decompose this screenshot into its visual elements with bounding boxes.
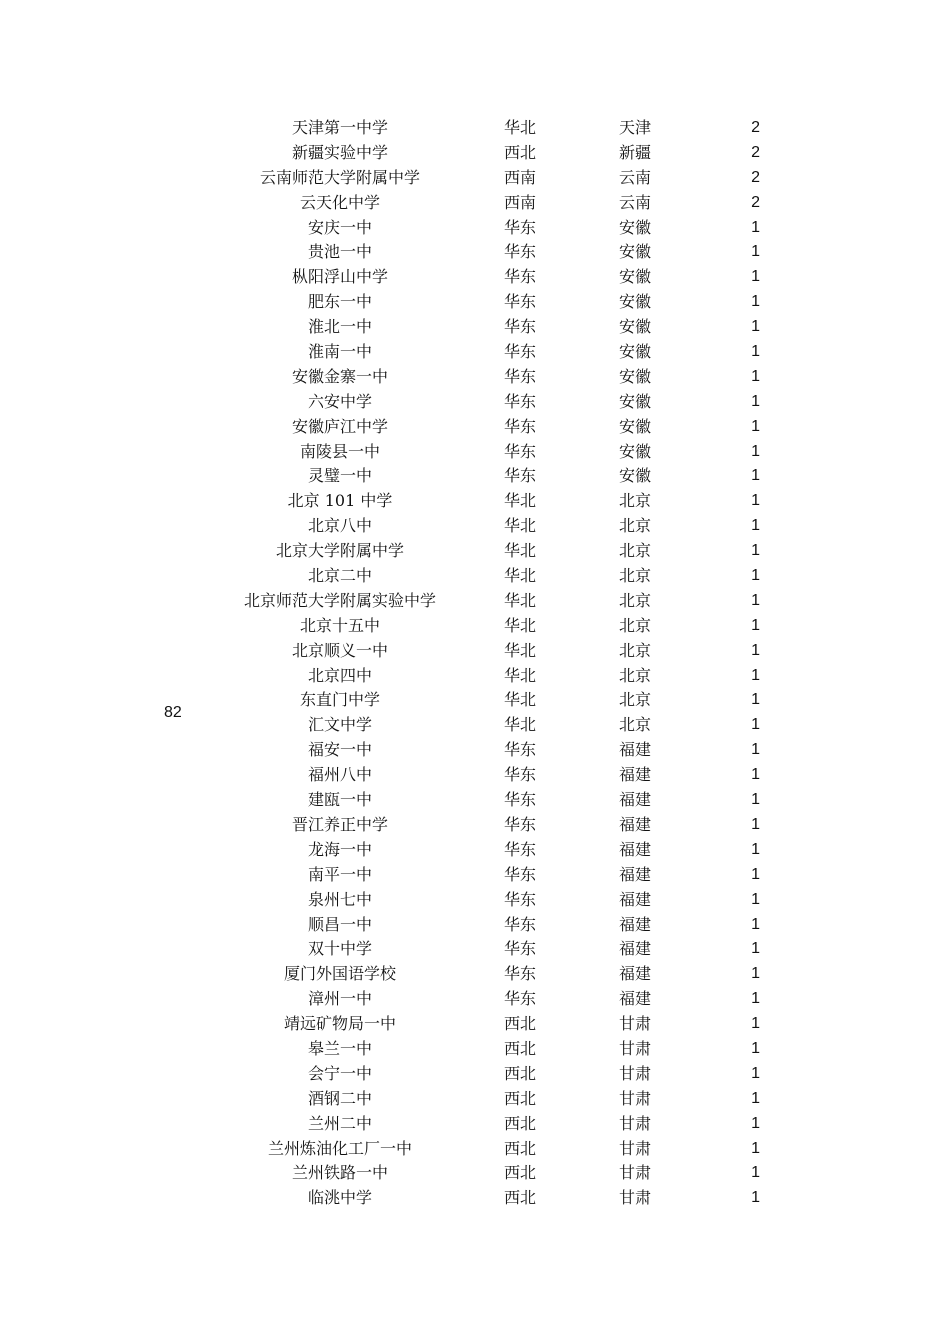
count-cell: 1 (751, 840, 760, 858)
region-cell: 西南 (503, 192, 537, 212)
region-cell: 华东 (503, 740, 537, 760)
count-cell: 1 (751, 890, 760, 908)
count-cell: 1 (751, 691, 760, 709)
count-cell: 1 (751, 641, 760, 659)
province-cell: 福建 (618, 839, 652, 859)
school-name-cell: 安庆一中 (307, 217, 373, 237)
table-row (0, 962, 950, 987)
count-cell: 1 (751, 417, 760, 435)
table-row (0, 440, 950, 465)
province-cell: 安徽 (618, 317, 652, 337)
region-cell: 华东 (503, 989, 537, 1009)
school-name-cell: 枞阳浮山中学 (291, 267, 389, 287)
region-cell: 华东 (503, 292, 537, 312)
school-name-cell: 淮北一中 (307, 317, 373, 337)
table-row (0, 564, 950, 589)
table-row (0, 713, 950, 738)
count-cell: 2 (751, 193, 760, 211)
school-name-cell: 北京顺义一中 (291, 640, 389, 660)
table-row (0, 265, 950, 290)
count-cell: 1 (751, 791, 760, 809)
table-row (0, 1087, 950, 1112)
count-cell: 1 (751, 367, 760, 385)
region-cell: 西北 (503, 1113, 537, 1133)
count-cell: 1 (751, 741, 760, 759)
school-name-cell: 北京四中 (307, 665, 373, 685)
table-row (0, 614, 950, 639)
region-cell: 西北 (503, 1163, 537, 1183)
count-cell: 1 (751, 591, 760, 609)
count-cell: 1 (751, 940, 760, 958)
region-cell: 华北 (503, 715, 537, 735)
province-cell: 甘肃 (618, 1113, 652, 1133)
table-row (0, 191, 950, 216)
table-row (0, 937, 950, 962)
count-cell: 2 (751, 143, 760, 161)
school-name-cell: 福安一中 (307, 740, 373, 760)
province-cell: 安徽 (618, 441, 652, 461)
count-cell: 1 (751, 293, 760, 311)
table-row (0, 415, 950, 440)
province-cell: 北京 (618, 665, 652, 685)
count-cell: 1 (751, 716, 760, 734)
table-row (0, 340, 950, 365)
table-row (0, 539, 950, 564)
count-cell: 1 (751, 990, 760, 1008)
province-cell: 北京 (618, 541, 652, 561)
province-cell: 甘肃 (618, 1088, 652, 1108)
province-cell: 安徽 (618, 342, 652, 362)
province-cell: 北京 (618, 690, 652, 710)
school-name-cell: 北京八中 (307, 516, 373, 536)
table-row (0, 738, 950, 763)
school-name-cell: 北京师范大学附属实验中学 (243, 590, 437, 610)
school-table (0, 116, 950, 1211)
province-cell: 福建 (618, 889, 652, 909)
province-cell: 云南 (618, 192, 652, 212)
school-name-cell: 兰州二中 (307, 1113, 373, 1133)
count-cell: 1 (751, 815, 760, 833)
region-cell: 华东 (503, 839, 537, 859)
region-cell: 华北 (503, 615, 537, 635)
region-cell: 华东 (503, 790, 537, 810)
region-cell: 华东 (503, 342, 537, 362)
region-cell: 华东 (503, 765, 537, 785)
school-name-cell: 皋兰一中 (307, 1038, 373, 1058)
province-cell: 北京 (618, 615, 652, 635)
school-name-cell: 泉州七中 (307, 889, 373, 909)
province-cell: 福建 (618, 790, 652, 810)
count-cell: 1 (751, 616, 760, 634)
count-cell: 1 (751, 442, 760, 460)
school-name-cell: 漳州一中 (307, 989, 373, 1009)
region-cell: 华北 (503, 590, 537, 610)
count-cell: 1 (751, 268, 760, 286)
table-row (0, 1137, 950, 1162)
province-cell: 新疆 (618, 142, 652, 162)
count-cell: 1 (751, 218, 760, 236)
table-row (0, 863, 950, 888)
school-name-cell: 灵璧一中 (307, 466, 373, 486)
region-cell: 华东 (503, 964, 537, 984)
province-cell: 安徽 (618, 366, 652, 386)
school-name-cell: 北京 101 中学 (287, 491, 393, 511)
province-cell: 甘肃 (618, 1014, 652, 1034)
table-row (0, 464, 950, 489)
table-row (0, 763, 950, 788)
school-name-cell: 厦门外国语学校 (283, 964, 397, 984)
table-row (0, 1186, 950, 1211)
region-cell: 华东 (503, 391, 537, 411)
table-row (0, 838, 950, 863)
table-row (0, 390, 950, 415)
region-cell: 华东 (503, 217, 537, 237)
region-cell: 华北 (503, 516, 537, 536)
province-cell: 甘肃 (618, 1063, 652, 1083)
region-cell: 华东 (503, 441, 537, 461)
count-cell: 1 (751, 865, 760, 883)
region-cell: 华东 (503, 889, 537, 909)
table-row (0, 514, 950, 539)
table-row (0, 1112, 950, 1137)
count-cell: 1 (751, 1114, 760, 1132)
province-cell: 甘肃 (618, 1138, 652, 1158)
province-cell: 安徽 (618, 466, 652, 486)
school-name-cell: 南陵县一中 (299, 441, 381, 461)
school-name-cell: 龙海一中 (307, 839, 373, 859)
table-row (0, 1012, 950, 1037)
province-cell: 北京 (618, 491, 652, 511)
count-cell: 1 (751, 517, 760, 535)
province-cell: 云南 (618, 167, 652, 187)
count-cell: 1 (751, 1189, 760, 1207)
page-number: 82 (164, 704, 182, 721)
table-row (0, 116, 950, 141)
school-name-cell: 云天化中学 (299, 192, 381, 212)
table-row (0, 664, 950, 689)
count-cell: 1 (751, 1139, 760, 1157)
school-name-cell: 肥东一中 (307, 292, 373, 312)
region-cell: 华东 (503, 317, 537, 337)
count-cell: 1 (751, 666, 760, 684)
region-cell: 西北 (503, 1038, 537, 1058)
region-cell: 西南 (503, 167, 537, 187)
region-cell: 华东 (503, 914, 537, 934)
count-cell: 1 (751, 1164, 760, 1182)
count-cell: 1 (751, 766, 760, 784)
table-row (0, 290, 950, 315)
school-name-cell: 北京二中 (307, 566, 373, 586)
region-cell: 西北 (503, 1014, 537, 1034)
school-name-cell: 酒钢二中 (307, 1088, 373, 1108)
school-name-cell: 天津第一中学 (291, 118, 389, 137)
region-cell: 华东 (503, 814, 537, 834)
school-name-cell: 安徽金寨一中 (291, 366, 389, 386)
region-cell: 西北 (503, 1138, 537, 1158)
school-name-cell: 福州八中 (307, 765, 373, 785)
count-cell: 1 (751, 243, 760, 261)
province-cell: 天津 (618, 118, 652, 137)
table-row (0, 489, 950, 514)
count-cell: 1 (751, 1015, 760, 1033)
region-cell: 华北 (503, 541, 537, 561)
province-cell: 安徽 (618, 267, 652, 287)
province-cell: 福建 (618, 740, 652, 760)
province-cell: 安徽 (618, 217, 652, 237)
school-name-cell: 靖远矿物局一中 (283, 1014, 397, 1034)
table-row (0, 688, 950, 713)
region-cell: 华北 (503, 690, 537, 710)
count-cell: 1 (751, 1089, 760, 1107)
table-row (0, 315, 950, 340)
province-cell: 福建 (618, 765, 652, 785)
count-cell: 1 (751, 1039, 760, 1057)
table-row (0, 141, 950, 166)
count-cell: 1 (751, 343, 760, 361)
school-name-cell: 汇文中学 (307, 715, 373, 735)
region-cell: 西北 (503, 1063, 537, 1083)
count-cell: 1 (751, 492, 760, 510)
region-cell: 华北 (503, 491, 537, 511)
table-row (0, 216, 950, 241)
school-name-cell: 北京大学附属中学 (275, 541, 405, 561)
region-cell: 华东 (503, 416, 537, 436)
region-cell: 华东 (503, 466, 537, 486)
count-cell: 1 (751, 392, 760, 410)
school-name-cell: 贵池一中 (307, 242, 373, 262)
province-cell: 福建 (618, 914, 652, 934)
region-cell: 华东 (503, 242, 537, 262)
province-cell: 北京 (618, 516, 652, 536)
count-cell: 1 (751, 318, 760, 336)
province-cell: 北京 (618, 715, 652, 735)
table-row (0, 913, 950, 938)
region-cell: 西北 (503, 1088, 537, 1108)
count-cell: 1 (751, 1064, 760, 1082)
province-cell: 甘肃 (618, 1163, 652, 1183)
province-cell: 福建 (618, 939, 652, 959)
province-cell: 安徽 (618, 242, 652, 262)
province-cell: 北京 (618, 590, 652, 610)
school-name-cell: 顺昌一中 (307, 914, 373, 934)
count-cell: 1 (751, 915, 760, 933)
province-cell: 安徽 (618, 292, 652, 312)
table-row (0, 987, 950, 1012)
school-name-cell: 兰州炼油化工厂一中 (267, 1138, 413, 1158)
school-name-cell: 建瓯一中 (307, 790, 373, 810)
region-cell: 华北 (503, 118, 537, 137)
table-row (0, 1062, 950, 1087)
region-cell: 华东 (503, 939, 537, 959)
table-row (0, 1037, 950, 1062)
count-cell: 1 (751, 567, 760, 585)
school-name-cell: 双十中学 (307, 939, 373, 959)
school-name-cell: 会宁一中 (307, 1063, 373, 1083)
school-name-cell: 六安中学 (307, 391, 373, 411)
province-cell: 福建 (618, 964, 652, 984)
school-name-cell: 淮南一中 (307, 342, 373, 362)
table-row (0, 589, 950, 614)
school-name-cell: 安徽庐江中学 (291, 416, 389, 436)
school-name-cell: 晋江养正中学 (291, 814, 389, 834)
count-cell: 1 (751, 965, 760, 983)
table-row (0, 240, 950, 265)
region-cell: 华东 (503, 267, 537, 287)
count-cell: 1 (751, 542, 760, 560)
province-cell: 安徽 (618, 391, 652, 411)
region-cell: 西北 (503, 142, 537, 162)
province-cell: 北京 (618, 640, 652, 660)
table-row (0, 788, 950, 813)
region-cell: 华东 (503, 366, 537, 386)
table-row (0, 166, 950, 191)
province-cell: 甘肃 (618, 1188, 652, 1208)
table-row (0, 1161, 950, 1186)
school-name-cell: 南平一中 (307, 864, 373, 884)
region-cell: 华北 (503, 640, 537, 660)
region-cell: 华北 (503, 665, 537, 685)
province-cell: 福建 (618, 989, 652, 1009)
region-cell: 华北 (503, 566, 537, 586)
region-cell: 华东 (503, 864, 537, 884)
province-cell: 安徽 (618, 416, 652, 436)
table-row (0, 639, 950, 664)
school-name-cell: 北京十五中 (299, 615, 381, 635)
count-cell: 2 (751, 119, 760, 136)
count-cell: 2 (751, 168, 760, 186)
school-name-cell: 临洮中学 (307, 1188, 373, 1208)
school-name-cell: 云南师范大学附属中学 (259, 167, 421, 187)
school-name-cell: 新疆实验中学 (291, 142, 389, 162)
count-cell: 1 (751, 467, 760, 485)
province-cell: 福建 (618, 814, 652, 834)
school-name-cell: 兰州铁路一中 (291, 1163, 389, 1183)
table-row (0, 365, 950, 390)
province-cell: 北京 (618, 566, 652, 586)
province-cell: 甘肃 (618, 1038, 652, 1058)
table-row (0, 813, 950, 838)
school-name-cell: 东直门中学 (299, 690, 381, 710)
region-cell: 西北 (503, 1188, 537, 1208)
table-row (0, 888, 950, 913)
province-cell: 福建 (618, 864, 652, 884)
